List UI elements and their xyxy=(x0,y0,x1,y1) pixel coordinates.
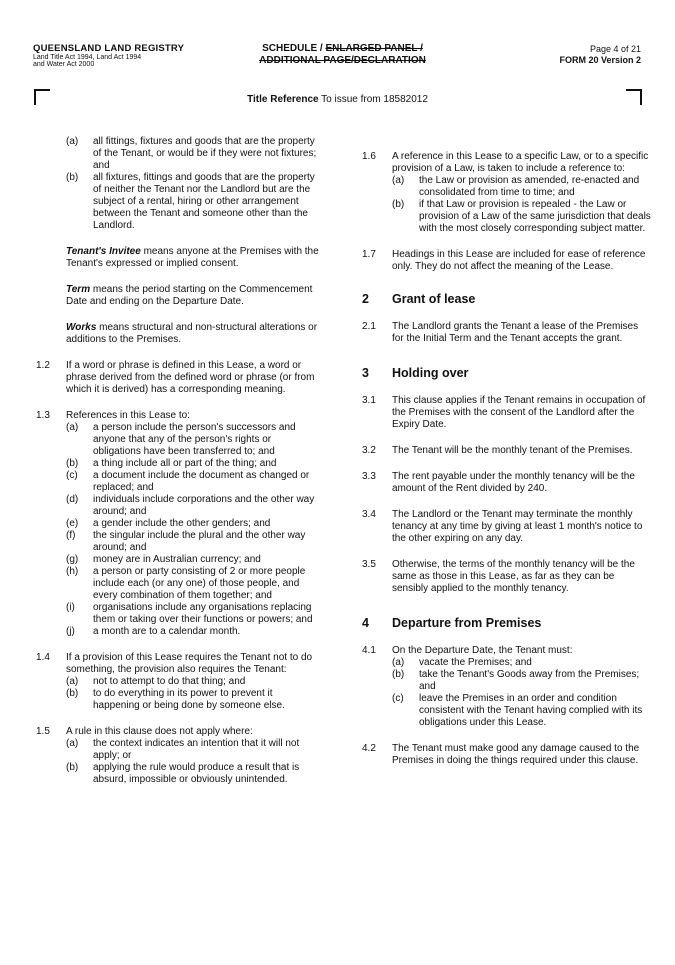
list-item: (g) money are in Australian currency; and xyxy=(66,554,261,565)
list-item: (a) all fittings, fixtures and goods that are the property of the Tenant, or would be if they were not fixtures; and xyxy=(66,136,317,171)
clause-1-4: 1.4 If a provision of this Lease requires the Tenant not to do something, the provision also requires the Tenant: (a) not to attempt to do that thing; and (b) to do everything in its power to prevent it happening or being done by someone else. xyxy=(36,652,320,712)
fittings-list xyxy=(66,136,320,232)
list-item: (b) a thing include all or part of the thing; and xyxy=(66,458,277,469)
clause-4-2: 4.2 The Tenant must make good any damage caused to the Premises in doing the things required under this clause. xyxy=(362,743,640,766)
clause-3-5: 3.5 Otherwise, the terms of the monthly tenancy will be the same as those in this Lease, as far as they can be sensibly applied to the monthly tenancy. xyxy=(362,559,635,594)
list-item: (a) vacate the Premises; and xyxy=(392,657,532,668)
clause-4-1: 4.1 On the Departure Date, the Tenant must: (a) vacate the Premises; and (b) take the Tenant's Goods away from the Premises; and (c) leave the Premises in an order and condition consistent with the Tenant having complied with its obligations under this Lease. xyxy=(362,645,652,729)
acts-line-1: Land Title Act 1994, Land Act 1994 xyxy=(33,53,142,61)
list-item: (a) the context indicates an intention that it will not apply; or xyxy=(66,738,300,761)
section-heading-2: 2 Grant of lease xyxy=(362,292,476,306)
definition-works: Works means structural and non-structural alterations or additions to the Premises. xyxy=(66,322,318,345)
list-item: (j) a month are to a calendar month. xyxy=(66,626,241,637)
clause-2-1: 2.1 The Landlord grants the Tenant a lease of the Premises for the Initial Term and the Tenant accepts the grant. xyxy=(362,321,639,344)
clause-3-4: 3.4 The Landlord or the Tenant may terminate the monthly tenancy at any time by giving at least 1 month's notice to the other expiring on any day. xyxy=(362,509,643,544)
list-item: (b) all fixtures, fittings and goods that are the property of neither the Tenant nor the Landlord but are the subject of a rental, hiring or other arrangement between the Tenant and someone other than the Landlord. xyxy=(66,172,315,231)
list-item: (a) a person include the person's successors and anyone that any of the person's rights or obligations have been transferred to; and xyxy=(66,422,296,457)
definition-term: Term means the period starting on the Commencement Date and ending on the Departure Date. xyxy=(66,284,313,307)
list-item: (a) the Law or provision as amended, re-enacted and consolidated from time to time; and xyxy=(392,175,640,198)
registry-name: QUEENSLAND LAND REGISTRY xyxy=(33,43,185,54)
form-version: FORM 20 Version 2 xyxy=(559,54,641,65)
clause-3-1: 3.1 This clause applies if the Tenant remains in occupation of the Premises with the consent of the Landlord after the Expiry Date. xyxy=(362,395,646,430)
clause-3-3: 3.3 The rent payable under the monthly tenancy will be the amount of the Rent divided by 240. xyxy=(362,471,635,494)
list-item: (c) a document include the document as changed or replaced; and xyxy=(66,470,310,493)
title-reference-value: To issue from 18582012 xyxy=(318,94,428,105)
list-item: (c) leave the Premises in an order and condition consistent with the Tenant having complied with its obligations under this Lease. xyxy=(392,693,643,728)
definition-tenants-invitee: Tenant's Invitee means anyone at the Premises with the Tenant's expressed or implied consent. xyxy=(66,246,319,269)
list-item: (b) to do everything in its power to prevent it happening or being done by someone else. xyxy=(66,688,285,711)
list-item: (h) a person or party consisting of 2 or more people include each (or any one) of those people, and every combination of them together; and xyxy=(66,566,306,601)
page-info xyxy=(559,44,641,66)
clause-1-3: 1.3 References in this Lease to: (a) a person include the person's successors and anyone that any of the person's rights or obligations have been transferred to; and (b) a thing include all or part of the thing; and (c) a document include the document as changed or replaced; and (d) individuals include corporations and the other way around; and (e) a gender include the other genders; and (f) the singular include the plural and the other way around; and (g) money are in Australian currency; and (h) a person or party consisting of 2 or more people include each (or any one) of those people, and every combination of them together; and (i) organisations include any organisations replacing them or taking over their functions or powers; and (j) a month are to a calendar month. xyxy=(36,410,320,638)
left-column xyxy=(36,136,320,800)
clause-1-6: 1.6 A reference in this Lease to a specific Law, or to a specific provision of a Law, is taken to include a reference to: (a) the Law or provision as amended, re-enacted and consolidated from time to time; and (b) if that Law or provision is repealed - the Law or provision of a Law of the same jurisdiction that deals with the most closely corresponding subject matter. xyxy=(362,151,651,234)
list-item: (d) individuals include corporations and the other way around; and xyxy=(66,494,315,517)
list-item: (b) applying the rule would produce a result that is absurd, impossible or obviously unintended. xyxy=(66,762,300,785)
page-number: Page 4 of 21 xyxy=(589,44,641,54)
registry-header xyxy=(33,44,184,69)
title-reference-label: Title Reference xyxy=(247,94,319,105)
clause-1-7: 1.7 Headings in this Lease are included for ease of reference only. They do not affect the meaning of the Lease. xyxy=(362,249,646,272)
list-item: (b) if that Law or provision is repealed - the Law or provision of a Law of the same jurisdiction that deals with the most closely corresponding subject matter. xyxy=(392,199,651,234)
schedule-strike: ENLARGED PANEL / xyxy=(325,43,423,54)
section-heading-4: 4 Departure from Premises xyxy=(362,616,542,630)
section-heading-3: 3 Holding over xyxy=(362,366,469,380)
additional-page-strike: ADDITIONAL PAGE/DECLARATION xyxy=(259,54,426,66)
right-column xyxy=(362,151,652,781)
acts-line-2: and Water Act 2000 xyxy=(33,61,95,69)
clause-1-2: 1.2 If a word or phrase is defined in this Lease, a word or phrase derived from the defined word or phrase (or from which it is derived) has a corresponding meaning. xyxy=(36,360,315,395)
schedule-title xyxy=(220,43,465,66)
clause-3-2: 3.2 The Tenant will be the monthly tenant of the Premises. xyxy=(362,445,633,456)
title-reference xyxy=(0,94,675,105)
clause-1-5: 1.5 A rule in this clause does not apply where: (a) the context indicates an intention that it will not apply; or (b) applying the rule would produce a result that is absurd, impossible or obviously unintended. xyxy=(36,726,320,786)
schedule-prefix: SCHEDULE / xyxy=(262,43,326,54)
list-item: (b) take the Tenant's Goods away from the Premises; and xyxy=(392,669,640,692)
list-item: (e) a gender include the other genders; and xyxy=(66,518,271,529)
list-item: (i) organisations include any organisations replacing them or taking over their functions or powers; and xyxy=(66,602,313,625)
list-item: (a) not to attempt to do that thing; and xyxy=(66,676,246,687)
list-item: (f) the singular include the plural and the other way around; and xyxy=(66,530,306,553)
